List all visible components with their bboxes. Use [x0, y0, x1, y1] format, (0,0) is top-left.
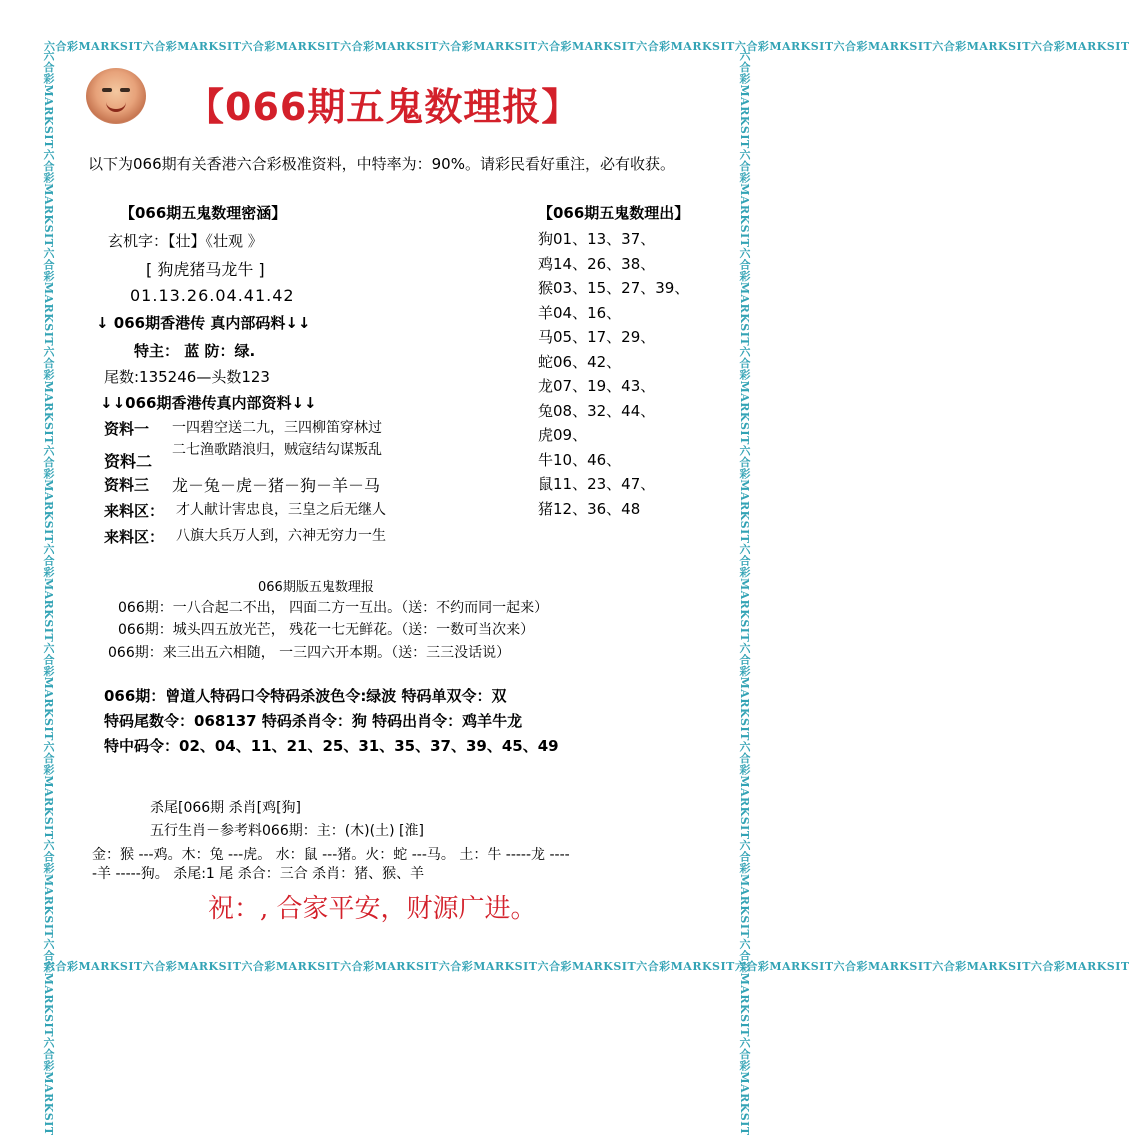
source-1-text: 才人献计害忠良，三皇之后无继人 — [176, 502, 386, 518]
zodiac-row-tiger: 虎09、 — [538, 426, 588, 444]
bottom-line-3: 特中码令：02、04、11、21、25、31、35、37、39、45、49 — [104, 737, 559, 755]
source-2-label: 来料区： — [104, 528, 165, 546]
source-2-text: 八旗大兵万人到，六神无穷力一生 — [176, 528, 386, 544]
right-section-header: 【066期五鬼数理出】 — [538, 204, 690, 222]
intro-text: 以下为066期有关香港六合彩极准资料，中特率为：90%。请彩民看好重注，必有收获。 — [88, 155, 675, 173]
mid-section-header: 066期版五鬼数理报 — [258, 580, 374, 595]
wuxing-line: 五行生肖－参考料066期：主：(木)(土) [淮] — [150, 823, 424, 839]
zodiac-row-monkey: 猴03、15、27、39、 — [538, 279, 690, 297]
tail-head-numbers: 尾数:135246—头数123 — [104, 368, 270, 386]
avatar — [86, 68, 146, 124]
animal-list: [ 狗虎猪马龙牛 ] — [146, 260, 265, 279]
zodiac-row-dog: 狗01、13、37、 — [538, 230, 656, 248]
avatar-eye-right — [120, 88, 130, 92]
mid-line-2: 066期：城头四五放光芒， 残花一七无鲜花。（送：一数可当次来） — [118, 622, 535, 638]
zodiac-row-horse: 马05、17、29、 — [538, 328, 656, 346]
zodiac-row-snake: 蛇06、42、 — [538, 352, 622, 371]
zodiac-row-rabbit: 兔08、32、44、 — [538, 401, 656, 420]
source-1-label: 来料区： — [104, 502, 165, 520]
zodiac-row-dragon: 龙07、19、43、 — [538, 377, 656, 395]
data-2-label: 资料二 — [104, 452, 153, 471]
data-2-text: 二七渔歌踏浪归，贼寇结勾谋叛乱 — [172, 442, 382, 458]
xuanji-word: 玄机字：【壮】《壮观 》 — [108, 232, 263, 250]
bottom-line-2: 特码尾数令：068137 特码杀肖令：狗 特码出肖令：鸡羊牛龙 — [104, 712, 523, 730]
element-line-1: 金：猴 ---鸡。木：兔 ---虎。 水：鼠 ---猪。火：蛇 ---马。 土：牛 -----龙 ---- — [92, 847, 570, 863]
zodiac-row-goat: 羊04、16、 — [538, 303, 622, 322]
hk-data-header: ↓↓066期香港传真内部资料↓↓ — [100, 394, 317, 412]
kill-line: 杀尾[066期 杀肖[鸡[狗] — [150, 800, 302, 816]
blessing-text: 祝：, 合家平安，财源广进。 — [208, 894, 537, 924]
zodiac-row-ox: 牛10、46、 — [538, 450, 622, 469]
zodiac-row-pig: 猪12、36、48 — [538, 499, 641, 518]
page-title: 【066期五鬼数理报】 — [186, 85, 581, 129]
left-section-header: 【066期五鬼数理密涵】 — [120, 204, 287, 222]
zodiac-row-rooster: 鸡14、26、38、 — [538, 254, 656, 273]
data-1-label: 资料一 — [104, 420, 150, 438]
zodiac-number-list — [538, 230, 689, 524]
hk-code-header: ↓ 066期香港传 真内部码料↓↓ — [96, 314, 311, 332]
avatar-eye-left — [102, 88, 112, 92]
avatar-mouth — [106, 102, 126, 112]
decorative-border-left: 六合彩MARKSIT六合彩MARKSIT六合彩MARKSIT六合彩MARKSIT六合彩MARKSIT六合彩MARKSIT六合彩MARKSIT六合彩MARKSIT六合彩MARKSIT六合彩MARKSIT六合彩MARKSIT — [42, 50, 55, 1136]
decorative-border-top: 六合彩MARKSIT六合彩MARKSIT六合彩MARKSIT六合彩MARKSIT六合彩MARKSIT六合彩MARKSIT六合彩MARKSIT六合彩MARKSIT六合彩MARKSIT六合彩MARKSIT六合彩MARKSIT — [44, 40, 1130, 53]
data-3-text: 龙－兔－虎－猪－狗－羊－马 — [172, 476, 381, 495]
special-main-color: 特主： 蓝 防：绿. — [134, 342, 256, 360]
decorative-border-bottom: 六合彩MARKSIT六合彩MARKSIT六合彩MARKSIT六合彩MARKSIT六合彩MARKSIT六合彩MARKSIT六合彩MARKSIT六合彩MARKSIT六合彩MARKSIT六合彩MARKSIT六合彩MARKSIT — [44, 960, 1130, 973]
zodiac-row-rat: 鼠11、23、47、 — [538, 475, 656, 493]
mid-line-1: 066期：一八合起二不出， 四面二方一互出。（送：不约而同一起来） — [118, 600, 549, 616]
mid-line-3: 066期：来三出五六相随， 一三四六开本期。（送：三三没话说） — [108, 645, 511, 661]
decorative-border-right: 六合彩MARKSIT六合彩MARKSIT六合彩MARKSIT六合彩MARKSIT六合彩MARKSIT六合彩MARKSIT六合彩MARKSIT六合彩MARKSIT六合彩MARKSIT六合彩MARKSIT六合彩MARKSIT — [738, 50, 751, 1136]
number-list: 01.13.26.04.41.42 — [130, 286, 295, 305]
bottom-line-1: 066期：曾道人特码口令特码杀波色令:绿波 特码单双令：双 — [104, 687, 507, 705]
element-line-2: -羊 -----狗。 杀尾:1 尾 杀合：三合 杀肖：猪、猴、羊 — [92, 866, 425, 882]
data-1-text: 一四碧空送二九，三四柳笛穿林过 — [172, 420, 382, 436]
data-3-label: 资料三 — [104, 476, 150, 494]
